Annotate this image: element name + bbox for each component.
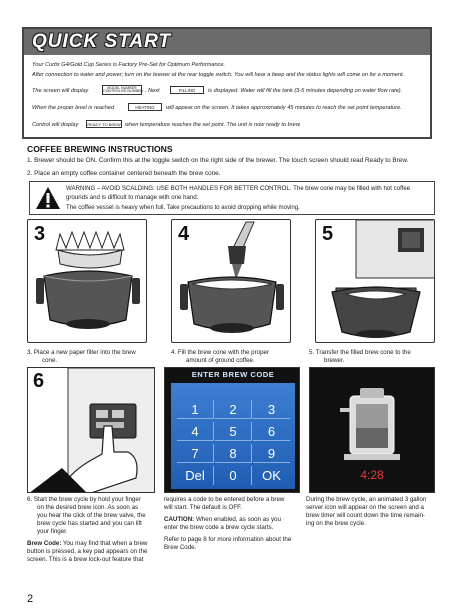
qs-line-2: After connection to water and power; turn on the brewer at the rear toggle switch. You will hear a beep and the status lights will come on for a moment. <box>32 72 405 78</box>
brew-code-line-1: You may find that when a brew <box>61 540 148 547</box>
heating-tag: HEATING <box>128 103 162 111</box>
key-1[interactable]: 1 <box>177 400 214 419</box>
panel-3-number: 3 <box>34 223 46 245</box>
key-5[interactable]: 5 <box>215 422 252 441</box>
qs-line-3c: is displayed. Water will fill the tank (3-5 minutes depending on water flow rate). <box>208 88 403 94</box>
fill-grounds-illustration <box>172 220 291 343</box>
refer-line-2: Brew Code. <box>164 544 197 551</box>
brew-code-keypad <box>164 367 300 493</box>
refer-line-1: Refer to page 8 for more information about the <box>164 536 292 543</box>
qs-line-5a: Control will display <box>32 122 79 128</box>
tag-model-line-1: MODEL NUMBER <box>107 85 137 90</box>
warning-triangle-icon <box>35 186 61 210</box>
brew-code-label: Brew Code: <box>27 540 62 547</box>
tag-model-line-2: CONTROL BD NUMBER <box>103 89 143 94</box>
qs-line-4b: will appear on the screen. It takes approximately 45 minutes to reach the set point temperature. <box>166 105 402 111</box>
caption-6-line-3: you hear the click of the brew valve, the <box>37 512 146 519</box>
panel-5-number: 5 <box>322 223 334 245</box>
key-3[interactable]: 3 <box>253 400 290 419</box>
right-line-1: During the brew cycle, an animated 3 gallon <box>306 496 427 503</box>
panel-5-transfer-cone <box>315 219 435 343</box>
right-line-3: brew timer will count down the time remain- <box>306 512 425 519</box>
instruction-step-1: 1. Brewer should be ON. Confirm this at the toggle switch on the right side of the brewer. The touch screen should read Ready to Brew. <box>27 157 409 164</box>
key-0[interactable]: 0 <box>215 466 252 485</box>
key-4[interactable]: 4 <box>177 422 214 441</box>
key-del[interactable]: Del <box>177 466 214 485</box>
warning-line-3: The coffee vessel is heavy when full. Take precautions to avoid dropping while moving. <box>66 204 300 211</box>
qs-line-3a: The screen will display <box>32 88 89 94</box>
finger-touchscreen-illustration <box>28 368 155 493</box>
caption-5-line-2: brewer. <box>324 357 345 364</box>
panel-4-number: 4 <box>178 223 190 245</box>
key-7[interactable]: 7 <box>177 444 214 463</box>
caution-paragraph <box>164 516 291 524</box>
caution-label: CAUTION: <box>164 516 195 523</box>
caption-4-line-2: amount of ground coffee. <box>186 357 255 364</box>
instructions-heading: COFFEE BREWING INSTRUCTIONS <box>27 144 173 154</box>
key-9[interactable]: 9 <box>253 444 290 463</box>
keypad-header: ENTER BREW CODE <box>191 370 275 379</box>
caption-6-line-4: brew cycle has started and you can lift <box>37 520 142 527</box>
qs-line-3b: . Next <box>145 88 160 94</box>
brew-code-line-3: screen. This is a brew lock-out feature that <box>27 556 144 563</box>
right-line-4: ing on the brew cycle. <box>306 520 366 527</box>
brew-timer-value: 4:28 <box>360 468 384 482</box>
caption-6-line-1: 6. Start the brew cycle by hold your finger <box>27 496 141 503</box>
mid-line-2: will start. The default is OFF. <box>164 504 242 511</box>
caption-6 <box>27 496 147 564</box>
qs-line-1: Your Curtis G4/Gold Cup Series is Factory Pre-Set for Optimum Performance. <box>32 62 226 68</box>
brew-cone-filter-illustration <box>28 220 147 343</box>
page-number: 2 <box>27 593 34 605</box>
key-6[interactable]: 6 <box>253 422 290 441</box>
quick-start-title: QUICK START <box>32 31 172 52</box>
ready-to-brew-tag: READY TO BREW <box>87 122 121 127</box>
key-ok[interactable]: OK <box>262 468 281 483</box>
caption-6-line-5: your finger. <box>37 528 68 535</box>
brew-cycle-description <box>306 496 426 528</box>
key-2[interactable]: 2 <box>215 400 252 419</box>
keypad-screen <box>171 383 295 489</box>
caption-6-line-2: on the desired brew icon. As soon as <box>37 504 139 511</box>
caution-line-2: enter the brew code a brew cycle starts. <box>164 524 274 531</box>
server-icon <box>310 368 436 468</box>
warning-box <box>29 181 435 215</box>
brew-code-paragraph <box>27 540 147 548</box>
qs-line-4a: When the proper level is reached <box>32 105 115 111</box>
caption-4-line-1: 4. Fill the brew cone with the proper <box>171 349 270 356</box>
right-line-2: server icon will appear on the screen and a <box>306 504 424 511</box>
panel-3-paper-filter <box>27 219 147 343</box>
brew-timer-screen <box>309 367 435 493</box>
panel-6-number: 6 <box>33 370 45 392</box>
quick-start-banner <box>24 29 430 55</box>
instruction-step-2: 2. Place an empty coffee container centered beneath the brew cone. <box>27 170 221 177</box>
panel-4-fill-coffee <box>171 219 291 343</box>
brewer-cone-illustration <box>316 220 435 343</box>
quick-start-box <box>22 27 432 139</box>
brew-code-line-2: button is pressed, a key pad appears on the <box>27 548 148 555</box>
qs-line-5b: when temperature reaches the set point. The unit is now ready to brew. <box>125 122 301 128</box>
caption-5-line-1: 5. Transfer the filled brew cone to the <box>309 349 411 356</box>
warning-line-1: WARNING – AVOID SCALDING: USE BOTH HANDLES FOR BETTER CONTROL. The brew cone may be filled with hot coffee <box>66 185 411 192</box>
warning-line-2: grounds and is difficult to manage with one hand. <box>66 194 199 201</box>
filling-tag: FILLING <box>170 86 204 94</box>
key-8[interactable]: 8 <box>215 444 252 463</box>
model-number-tag <box>102 85 142 95</box>
mid-line-1: requires a code to be entered before a brew <box>164 496 285 503</box>
brew-code-continued <box>164 496 291 552</box>
caption-3-line-1: 3. Place a new paper filter into the brew <box>27 349 136 356</box>
caption-3-line-2: cone. <box>42 357 58 364</box>
caution-line-1: When enabled, as soon as you <box>194 516 281 523</box>
panel-6-start-brew <box>27 367 155 493</box>
